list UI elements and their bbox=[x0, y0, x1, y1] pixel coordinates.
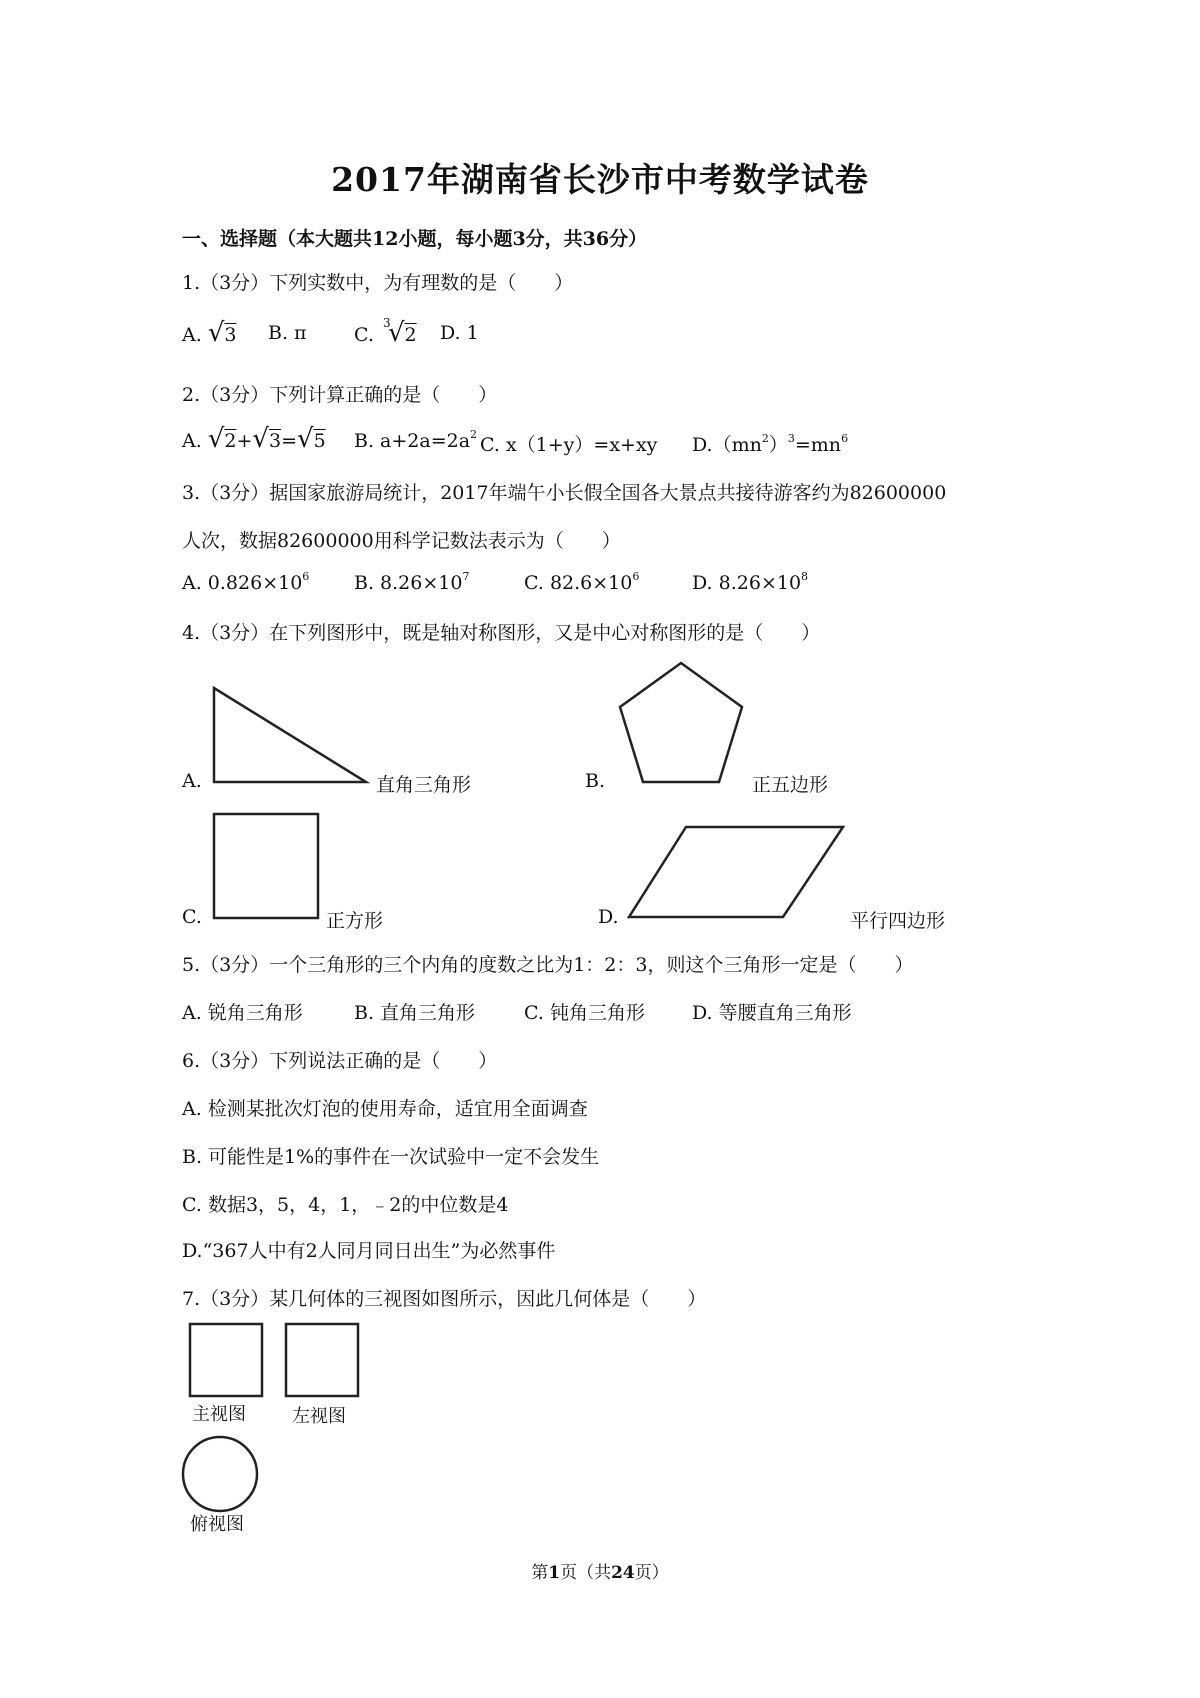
q1-option-a-label: A. bbox=[182, 324, 202, 346]
q6-option-c: C. 数据3，5，4，1，﹣2的中位数是4 bbox=[182, 1194, 509, 1216]
sqrt-sign: √ bbox=[207, 318, 225, 348]
question-3-stem-line1: 3.（3分）据国家旅游局统计，2017年端午小长假全国各大景点共接待游客约为82600000 bbox=[182, 482, 947, 504]
square-figure bbox=[212, 812, 322, 920]
q5-option-b: B. 直角三角形 bbox=[354, 1002, 476, 1024]
q5-option-c: C. 钝角三角形 bbox=[524, 1002, 645, 1024]
q2-radicand-2: 3 bbox=[268, 430, 282, 452]
q4-option-a-name: 直角三角形 bbox=[376, 774, 472, 796]
page-footer bbox=[0, 1558, 1200, 1583]
left-view-caption: 左视图 bbox=[292, 1406, 346, 1427]
q3-option-d-exp: 8 bbox=[801, 570, 809, 583]
q2-option-a-label: A. bbox=[182, 430, 202, 452]
q3-option-b-exp: 7 bbox=[462, 570, 470, 583]
q1-option-a-radicand: 3 bbox=[224, 324, 237, 346]
top-view-caption: 俯视图 bbox=[190, 1514, 244, 1535]
q3-option-c bbox=[524, 572, 639, 594]
q1-option-c-index: 3 bbox=[382, 316, 391, 330]
sqrt-sign: √ bbox=[252, 424, 269, 454]
q2-option-d bbox=[692, 430, 848, 457]
q2-option-d-part2: ） bbox=[768, 434, 788, 456]
question-5-stem: 5.（3分）一个三角形的三个内角的度数之比为1：2：3，则这个三角形一定是（ ） bbox=[182, 954, 914, 976]
question-3-stem-line2: 人次，数据82600000用科学记数法表示为（ ） bbox=[182, 530, 621, 552]
section-heading: 一、选择题（本大题共12小题，每小题3分，共36分） bbox=[182, 228, 648, 250]
q2-option-b-text: B. a+2a=2a bbox=[354, 430, 471, 452]
question-4-stem: 4.（3分）在下列图形中，既是轴对称图形，又是中心对称图形的是（ ） bbox=[182, 622, 821, 644]
left-view-square bbox=[284, 1322, 360, 1398]
top-view-circle bbox=[180, 1434, 260, 1514]
q4-option-c-name: 正方形 bbox=[326, 910, 384, 932]
q3-option-a-exp: 6 bbox=[302, 570, 310, 583]
q1-option-c bbox=[354, 318, 417, 348]
q3-option-a-text: A. 0.826×10 bbox=[182, 572, 303, 594]
q1-option-b: B. π bbox=[268, 322, 307, 344]
q4-option-c-label: C. bbox=[182, 906, 202, 928]
q2-option-d-exp3: 6 bbox=[841, 432, 849, 445]
q2-option-d-part3: =mn bbox=[794, 434, 842, 456]
q4-option-b-label: B. bbox=[585, 770, 606, 792]
front-view-square bbox=[188, 1322, 264, 1398]
footer-prefix: 第 bbox=[531, 1563, 549, 1583]
question-1-stem: 1.（3分）下列实数中，为有理数的是（ ） bbox=[182, 272, 574, 294]
front-view-caption: 主视图 bbox=[192, 1404, 246, 1425]
equals-sign: = bbox=[281, 430, 297, 452]
q3-option-b bbox=[354, 572, 469, 594]
footer-page-number: 1 bbox=[548, 1563, 561, 1583]
q2-option-a bbox=[182, 424, 326, 454]
q2-option-d-part1: D.（mn bbox=[692, 434, 762, 456]
footer-total-pages: 24 bbox=[611, 1563, 635, 1583]
q2-option-d-exp1: 2 bbox=[761, 432, 769, 445]
question-2-stem: 2.（3分）下列计算正确的是（ ） bbox=[182, 384, 498, 406]
regular-pentagon-figure bbox=[616, 660, 746, 786]
exam-title: 2017年湖南省长沙市中考数学试卷 bbox=[331, 160, 869, 199]
question-7-stem: 7.（3分）某几何体的三视图如图所示，因此几何体是（ ） bbox=[182, 1288, 707, 1310]
q2-radicand-3: 5 bbox=[313, 430, 326, 452]
q1-option-c-label: C. bbox=[354, 324, 374, 346]
q3-option-b-text: B. 8.26×10 bbox=[354, 572, 463, 594]
q4-option-d-name: 平行四边形 bbox=[850, 910, 946, 932]
q2-option-b bbox=[354, 430, 477, 452]
question-1-options bbox=[182, 318, 236, 348]
q4-option-b-name: 正五边形 bbox=[752, 774, 829, 796]
q3-option-c-text: C. 82.6×10 bbox=[524, 572, 633, 594]
sqrt-sign: √ bbox=[207, 424, 225, 454]
q3-option-c-exp: 6 bbox=[632, 570, 640, 583]
footer-middle: 页（共 bbox=[560, 1563, 612, 1583]
q5-option-a: A. 锐角三角形 bbox=[182, 1002, 303, 1024]
q6-option-b: B. 可能性是1%的事件在一次试验中一定不会发生 bbox=[182, 1146, 600, 1168]
q2-option-b-exponent: 2 bbox=[470, 428, 478, 441]
q1-option-c-radicand: 2 bbox=[404, 324, 417, 346]
right-triangle-figure bbox=[210, 686, 370, 786]
plus-sign: + bbox=[236, 430, 253, 452]
q4-option-d-label: D. bbox=[598, 906, 619, 928]
q2-option-c: C. x（1+y）=x+xy bbox=[480, 434, 658, 456]
q6-option-d: D.“367人中有2人同月同日出生”为必然事件 bbox=[182, 1240, 556, 1262]
cbrt-sign: √ bbox=[387, 318, 405, 348]
q6-option-a: A. 检测某批次灯泡的使用寿命，适宜用全面调查 bbox=[182, 1098, 588, 1120]
q2-option-d-exp2: 3 bbox=[787, 432, 795, 445]
q2-radicand-1: 2 bbox=[224, 430, 237, 452]
footer-suffix: 页） bbox=[634, 1563, 669, 1583]
q4-option-a-label: A. bbox=[182, 770, 202, 792]
q5-option-d: D. 等腰直角三角形 bbox=[692, 1002, 852, 1024]
q3-option-d-text: D. 8.26×10 bbox=[692, 572, 802, 594]
parallelogram-figure bbox=[626, 824, 846, 920]
q3-option-d bbox=[692, 572, 808, 594]
q3-option-a bbox=[182, 572, 309, 594]
question-6-stem: 6.（3分）下列说法正确的是（ ） bbox=[182, 1050, 498, 1072]
q1-option-d: D. 1 bbox=[440, 322, 479, 344]
sqrt-sign: √ bbox=[297, 424, 314, 454]
